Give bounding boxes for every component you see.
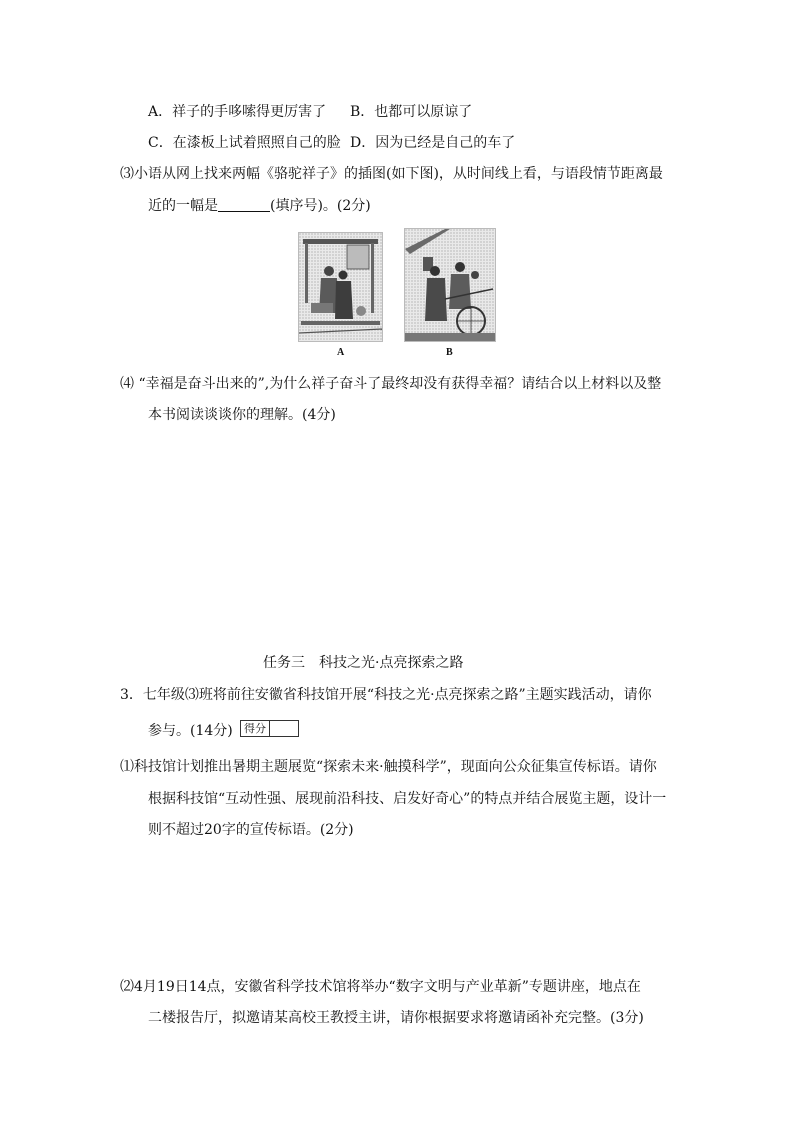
task3-title: 任务三 科技之光·点亮探索之路 [263, 655, 464, 671]
q4-line2: 本书阅读谈谈你的理解。(4分) [148, 407, 336, 423]
illustration-b [404, 228, 496, 342]
q3-line2-after: (填序号)。(2分) [270, 198, 371, 214]
option-a: A．祥子的手哆嗦得更厉害了 [148, 104, 327, 120]
q32-line1: ⑵4月19日14点，安徽省科学技术馆将举办“数字文明与产业革新”专题讲座，地点在 [120, 979, 641, 995]
q3-line2-before: 近的一幅是 [148, 198, 218, 214]
q31-line1: ⑴科技馆计划推出暑期主题展览“探索未来·触摸科学”，现面向公众征集宣传标语。请你 [120, 759, 657, 775]
task3-line1: 3．七年级⑶班将前往安徽省科技馆开展“科技之光·点亮探索之路”主题实践活动，请你 [120, 687, 652, 703]
answer-blank [218, 199, 270, 212]
illustration-b-label: B [446, 347, 453, 358]
illustration-a [298, 232, 383, 342]
q3-line2 [148, 199, 371, 213]
score-label: 得分 [241, 721, 270, 736]
q31-line3: 则不超过20字的宣传标语。(2分) [148, 822, 354, 838]
task3-line2: 参与。(14分) [148, 723, 233, 739]
score-box [240, 720, 299, 737]
option-c: C．在漆板上试着照照自己的脸 [148, 135, 341, 151]
q32-line2: 二楼报告厅，拟邀请某高校王教授主讲，请你根据要求将邀请函补充完整。(3分) [148, 1010, 644, 1026]
q31-line2: 根据科技馆“互动性强、展现前沿科技、启发好奇心”的特点并结合展览主题，设计一 [148, 791, 667, 807]
illustration-a-label: A [337, 347, 345, 358]
q3-line1: ⑶小语从网上找来两幅《骆驼祥子》的插图(如下图)，从时间线上看，与语段情节距离最 [120, 166, 663, 182]
option-d: D．因为已经是自己的车了 [350, 135, 516, 151]
option-b: B．也都可以原谅了 [350, 104, 473, 120]
score-value-field[interactable] [270, 721, 298, 736]
q4-line1: ⑷ “幸福是奋斗出来的”,为什么祥子奋斗了最终却没有获得幸福？请结合以上材料以及整 [120, 376, 662, 392]
